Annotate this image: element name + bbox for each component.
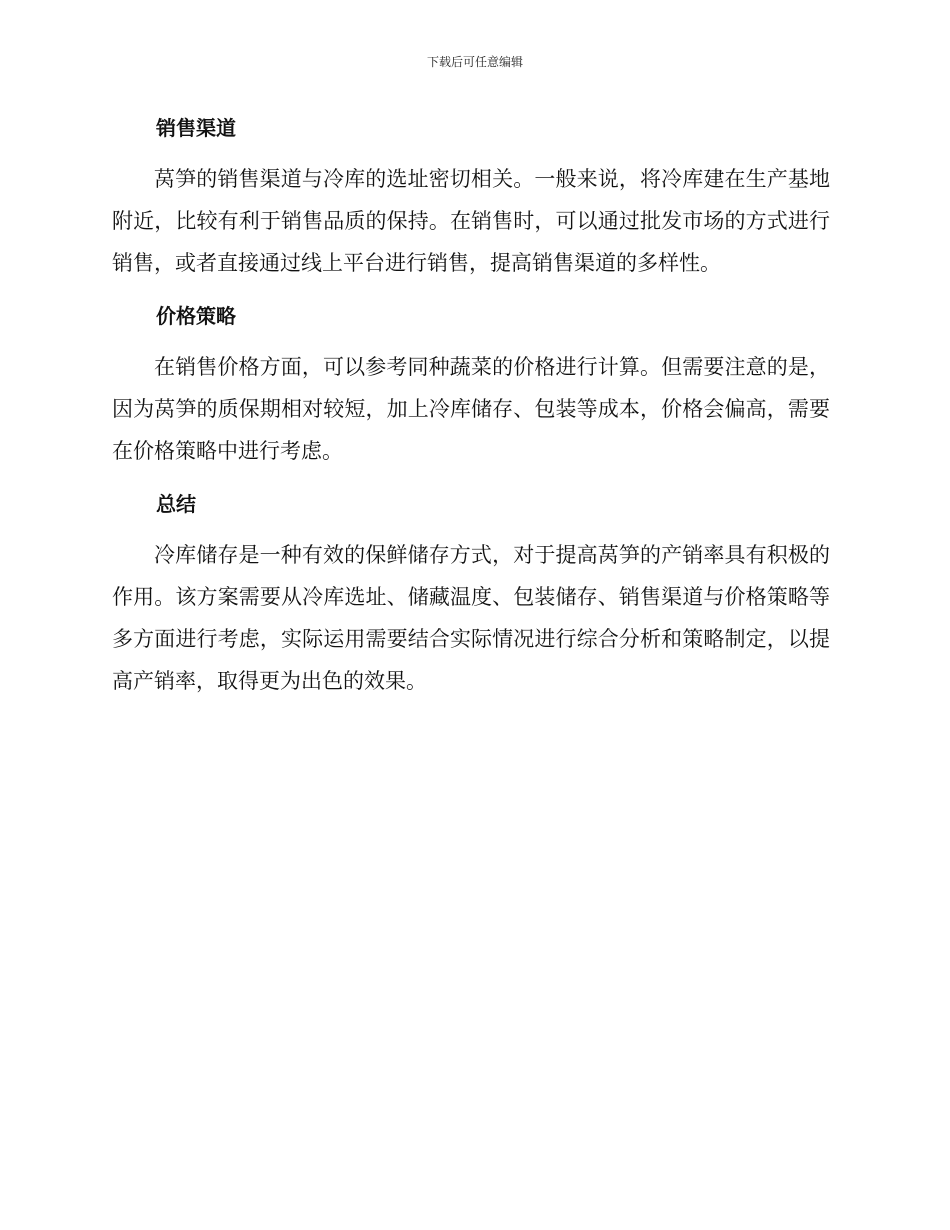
section-sales-channel	[112, 110, 830, 284]
document-body	[112, 110, 830, 716]
section-title: 价格策略	[156, 304, 236, 328]
section-summary	[112, 486, 830, 702]
page-header: 下载后可任意编辑	[426, 55, 523, 69]
section-title: 总结	[156, 492, 196, 516]
section-paragraph: 冷库储存是一种有效的保鲜储存方式，对于提高莴笋的产销率具有积极的作用。该方案需要从冷库选址、储藏温度、包装储存、销售渠道与价格策略等多方面进行考虑，实际运用需要结合实际情况进行综合分析和策略制定，以提高产销率，取得更为出色的效果。	[112, 543, 830, 693]
section-paragraph: 在销售价格方面，可以参考同种蔬菜的价格进行计算。但需要注意的是，因为莴笋的质保期相对较短，加上冷库储存、包装等成本，价格会偏高，需要在价格策略中进行考虑。	[112, 355, 830, 463]
section-title: 销售渠道	[156, 116, 236, 140]
section-paragraph: 莴笋的销售渠道与冷库的选址密切相关。一般来说，将冷库建在生产基地附近，比较有利于销售品质的保持。在销售时，可以通过批发市场的方式进行销售，或者直接通过线上平台进行销售，提高销售渠道的多样性。	[112, 167, 830, 275]
section-pricing-strategy	[112, 298, 830, 472]
